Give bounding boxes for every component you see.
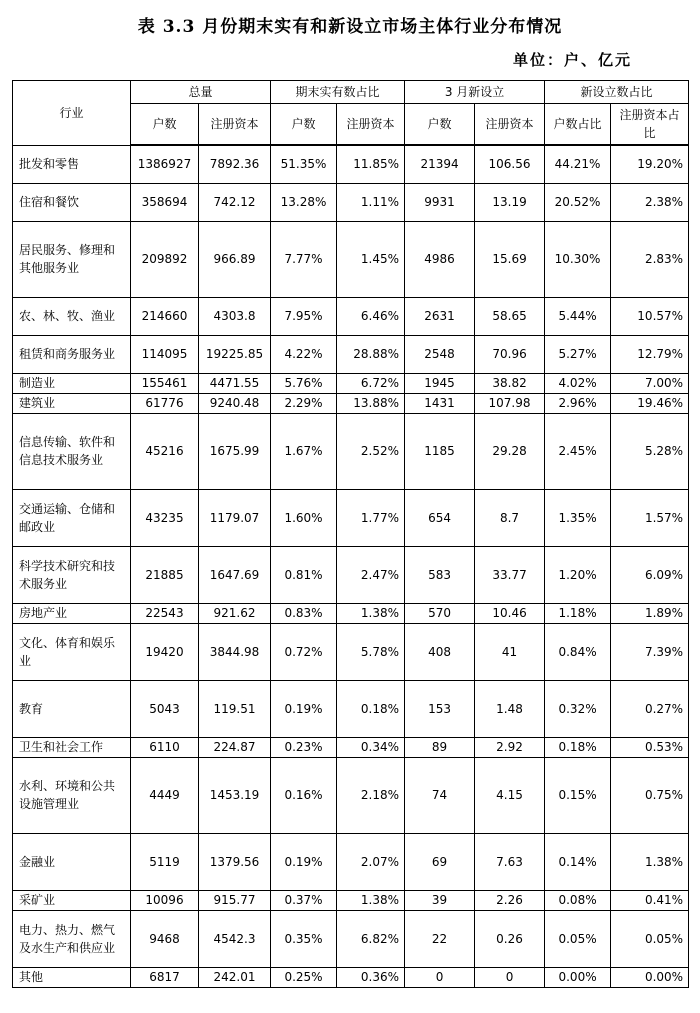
value-cell: 1.60% xyxy=(271,489,337,546)
table-row xyxy=(13,221,689,297)
value-cell: 19420 xyxy=(131,623,199,680)
industry-cell: 批发和零售 xyxy=(13,145,131,183)
value-cell: 61776 xyxy=(131,393,199,413)
value-cell: 5.28% xyxy=(611,413,689,489)
value-cell: 1.45% xyxy=(337,221,405,297)
value-cell: 7.95% xyxy=(271,297,337,335)
value-cell: 0.84% xyxy=(545,623,611,680)
value-cell: 0.35% xyxy=(271,910,337,967)
value-cell: 4.02% xyxy=(545,373,611,393)
value-cell: 0.08% xyxy=(545,890,611,910)
header-group-existing-share: 期末实有数占比 xyxy=(271,81,405,104)
header-sub: 注册资本 xyxy=(337,104,405,146)
industry-cell: 采矿业 xyxy=(13,890,131,910)
unit-label: 单位：户、亿元 xyxy=(512,51,632,69)
value-cell: 0.16% xyxy=(271,757,337,833)
value-cell: 6110 xyxy=(131,737,199,757)
table-row xyxy=(13,145,689,183)
value-cell: 915.77 xyxy=(199,890,271,910)
value-cell: 1379.56 xyxy=(199,833,271,890)
industry-cell: 电力、热力、燃气及水生产和供应业 xyxy=(13,910,131,967)
value-cell: 0.18% xyxy=(545,737,611,757)
value-cell: 1431 xyxy=(405,393,475,413)
value-cell: 742.12 xyxy=(199,183,271,221)
table-row xyxy=(13,546,689,603)
value-cell: 921.62 xyxy=(199,603,271,623)
value-cell: 1.20% xyxy=(545,546,611,603)
value-cell: 0.27% xyxy=(611,680,689,737)
value-cell: 966.89 xyxy=(199,221,271,297)
value-cell: 1647.69 xyxy=(199,546,271,603)
table-row xyxy=(13,603,689,623)
header-sub: 户数占比 xyxy=(545,104,611,146)
table-row xyxy=(13,393,689,413)
value-cell: 358694 xyxy=(131,183,199,221)
value-cell: 6.09% xyxy=(611,546,689,603)
value-cell: 10.46 xyxy=(475,603,545,623)
value-cell: 0.00% xyxy=(611,967,689,987)
value-cell: 5043 xyxy=(131,680,199,737)
value-cell: 21885 xyxy=(131,546,199,603)
value-cell: 15.69 xyxy=(475,221,545,297)
page-title: 表 3.3 月份期末实有和新设立市场主体行业分布情况 xyxy=(137,17,563,37)
value-cell: 4303.8 xyxy=(199,297,271,335)
value-cell: 2.38% xyxy=(611,183,689,221)
value-cell: 1.38% xyxy=(611,833,689,890)
value-cell: 4.22% xyxy=(271,335,337,373)
header-sub: 注册资本 xyxy=(475,104,545,146)
industry-cell: 科学技术研究和技术服务业 xyxy=(13,546,131,603)
value-cell: 5.78% xyxy=(337,623,405,680)
value-cell: 9468 xyxy=(131,910,199,967)
value-cell: 155461 xyxy=(131,373,199,393)
table-row xyxy=(13,890,689,910)
industry-distribution-table xyxy=(12,80,689,988)
value-cell: 39 xyxy=(405,890,475,910)
value-cell: 209892 xyxy=(131,221,199,297)
value-cell: 2.92 xyxy=(475,737,545,757)
value-cell: 2.52% xyxy=(337,413,405,489)
value-cell: 7892.36 xyxy=(199,145,271,183)
value-cell: 10.30% xyxy=(545,221,611,297)
value-cell: 8.7 xyxy=(475,489,545,546)
value-cell: 9240.48 xyxy=(199,393,271,413)
table-row xyxy=(13,680,689,737)
value-cell: 7.63 xyxy=(475,833,545,890)
value-cell: 583 xyxy=(405,546,475,603)
value-cell: 19.46% xyxy=(611,393,689,413)
value-cell: 1386927 xyxy=(131,145,199,183)
value-cell: 0.81% xyxy=(271,546,337,603)
value-cell: 6.82% xyxy=(337,910,405,967)
value-cell: 0 xyxy=(405,967,475,987)
value-cell: 1.89% xyxy=(611,603,689,623)
value-cell: 2631 xyxy=(405,297,475,335)
value-cell: 107.98 xyxy=(475,393,545,413)
industry-cell: 住宿和餐饮 xyxy=(13,183,131,221)
value-cell: 22543 xyxy=(131,603,199,623)
value-cell: 1675.99 xyxy=(199,413,271,489)
header-sub: 户数 xyxy=(131,104,199,146)
industry-cell: 交通运输、仓储和邮政业 xyxy=(13,489,131,546)
value-cell: 0.75% xyxy=(611,757,689,833)
value-cell: 0.26 xyxy=(475,910,545,967)
value-cell: 2.45% xyxy=(545,413,611,489)
table-row xyxy=(13,737,689,757)
industry-cell: 水利、环境和公共设施管理业 xyxy=(13,757,131,833)
value-cell: 214660 xyxy=(131,297,199,335)
value-cell: 0.19% xyxy=(271,680,337,737)
value-cell: 4471.55 xyxy=(199,373,271,393)
header-sub: 注册资本 xyxy=(199,104,271,146)
value-cell: 0.36% xyxy=(337,967,405,987)
industry-cell: 其他 xyxy=(13,967,131,987)
value-cell: 0.15% xyxy=(545,757,611,833)
value-cell: 33.77 xyxy=(475,546,545,603)
value-cell: 1.18% xyxy=(545,603,611,623)
value-cell: 1179.07 xyxy=(199,489,271,546)
industry-cell: 教育 xyxy=(13,680,131,737)
value-cell: 21394 xyxy=(405,145,475,183)
value-cell: 153 xyxy=(405,680,475,737)
value-cell: 0.34% xyxy=(337,737,405,757)
value-cell: 20.52% xyxy=(545,183,611,221)
header-sub: 户数 xyxy=(405,104,475,146)
value-cell: 0.25% xyxy=(271,967,337,987)
industry-cell: 居民服务、修理和其他服务业 xyxy=(13,221,131,297)
value-cell: 22 xyxy=(405,910,475,967)
value-cell: 1.48 xyxy=(475,680,545,737)
industry-cell: 制造业 xyxy=(13,373,131,393)
header-industry: 行业 xyxy=(13,81,131,146)
table-row xyxy=(13,757,689,833)
value-cell: 2.83% xyxy=(611,221,689,297)
value-cell: 0.23% xyxy=(271,737,337,757)
value-cell: 570 xyxy=(405,603,475,623)
value-cell: 0.05% xyxy=(611,910,689,967)
value-cell: 13.28% xyxy=(271,183,337,221)
value-cell: 1.38% xyxy=(337,603,405,623)
value-cell: 1.35% xyxy=(545,489,611,546)
value-cell: 2.96% xyxy=(545,393,611,413)
value-cell: 1.11% xyxy=(337,183,405,221)
value-cell: 2.29% xyxy=(271,393,337,413)
value-cell: 5.27% xyxy=(545,335,611,373)
value-cell: 654 xyxy=(405,489,475,546)
value-cell: 45216 xyxy=(131,413,199,489)
value-cell: 44.21% xyxy=(545,145,611,183)
value-cell: 9931 xyxy=(405,183,475,221)
value-cell: 69 xyxy=(405,833,475,890)
value-cell: 2.18% xyxy=(337,757,405,833)
header-sub: 户数 xyxy=(271,104,337,146)
value-cell: 10.57% xyxy=(611,297,689,335)
value-cell: 58.65 xyxy=(475,297,545,335)
value-cell: 2.07% xyxy=(337,833,405,890)
value-cell: 70.96 xyxy=(475,335,545,373)
value-cell: 6.46% xyxy=(337,297,405,335)
value-cell: 2548 xyxy=(405,335,475,373)
industry-cell: 农、林、牧、渔业 xyxy=(13,297,131,335)
value-cell: 1.67% xyxy=(271,413,337,489)
value-cell: 13.19 xyxy=(475,183,545,221)
industry-cell: 房地产业 xyxy=(13,603,131,623)
value-cell: 29.28 xyxy=(475,413,545,489)
value-cell: 0.05% xyxy=(545,910,611,967)
value-cell: 114095 xyxy=(131,335,199,373)
value-cell: 5119 xyxy=(131,833,199,890)
value-cell: 0.00% xyxy=(545,967,611,987)
value-cell: 19225.85 xyxy=(199,335,271,373)
value-cell: 6.72% xyxy=(337,373,405,393)
value-cell: 4542.3 xyxy=(199,910,271,967)
value-cell: 4449 xyxy=(131,757,199,833)
value-cell: 38.82 xyxy=(475,373,545,393)
value-cell: 1.77% xyxy=(337,489,405,546)
value-cell: 1945 xyxy=(405,373,475,393)
value-cell: 7.77% xyxy=(271,221,337,297)
value-cell: 0.41% xyxy=(611,890,689,910)
value-cell: 0.53% xyxy=(611,737,689,757)
value-cell: 4986 xyxy=(405,221,475,297)
value-cell: 0.83% xyxy=(271,603,337,623)
industry-cell: 建筑业 xyxy=(13,393,131,413)
table-row xyxy=(13,833,689,890)
value-cell: 41 xyxy=(475,623,545,680)
value-cell: 0.32% xyxy=(545,680,611,737)
table-row xyxy=(13,373,689,393)
value-cell: 224.87 xyxy=(199,737,271,757)
value-cell: 51.35% xyxy=(271,145,337,183)
value-cell: 11.85% xyxy=(337,145,405,183)
value-cell: 5.44% xyxy=(545,297,611,335)
value-cell: 0.18% xyxy=(337,680,405,737)
value-cell: 4.15 xyxy=(475,757,545,833)
value-cell: 0.37% xyxy=(271,890,337,910)
header-group-new-share: 新设立数占比 xyxy=(545,81,689,104)
value-cell: 2.26 xyxy=(475,890,545,910)
value-cell: 0.19% xyxy=(271,833,337,890)
value-cell: 7.00% xyxy=(611,373,689,393)
industry-cell: 卫生和社会工作 xyxy=(13,737,131,757)
industry-cell: 金融业 xyxy=(13,833,131,890)
value-cell: 5.76% xyxy=(271,373,337,393)
table-row xyxy=(13,183,689,221)
value-cell: 1.38% xyxy=(337,890,405,910)
header-group-total: 总量 xyxy=(131,81,271,104)
value-cell: 10096 xyxy=(131,890,199,910)
value-cell: 1453.19 xyxy=(199,757,271,833)
header-group-new: 3 月新设立 xyxy=(405,81,545,104)
industry-cell: 信息传输、软件和信息技术服务业 xyxy=(13,413,131,489)
value-cell: 3844.98 xyxy=(199,623,271,680)
value-cell: 408 xyxy=(405,623,475,680)
value-cell: 1.57% xyxy=(611,489,689,546)
table-row xyxy=(13,335,689,373)
table-row xyxy=(13,489,689,546)
value-cell: 6817 xyxy=(131,967,199,987)
value-cell: 0.14% xyxy=(545,833,611,890)
table-row xyxy=(13,910,689,967)
value-cell: 12.79% xyxy=(611,335,689,373)
value-cell: 119.51 xyxy=(199,680,271,737)
value-cell: 106.56 xyxy=(475,145,545,183)
value-cell: 2.47% xyxy=(337,546,405,603)
table-row xyxy=(13,623,689,680)
value-cell: 19.20% xyxy=(611,145,689,183)
value-cell: 7.39% xyxy=(611,623,689,680)
value-cell: 242.01 xyxy=(199,967,271,987)
value-cell: 13.88% xyxy=(337,393,405,413)
table-row xyxy=(13,413,689,489)
value-cell: 74 xyxy=(405,757,475,833)
table-row xyxy=(13,967,689,987)
value-cell: 43235 xyxy=(131,489,199,546)
value-cell: 1185 xyxy=(405,413,475,489)
value-cell: 0.72% xyxy=(271,623,337,680)
industry-cell: 租赁和商务服务业 xyxy=(13,335,131,373)
industry-cell: 文化、体育和娱乐业 xyxy=(13,623,131,680)
header-sub: 注册资本占比 xyxy=(611,104,689,146)
value-cell: 89 xyxy=(405,737,475,757)
table-row xyxy=(13,297,689,335)
value-cell: 28.88% xyxy=(337,335,405,373)
value-cell: 0 xyxy=(475,967,545,987)
